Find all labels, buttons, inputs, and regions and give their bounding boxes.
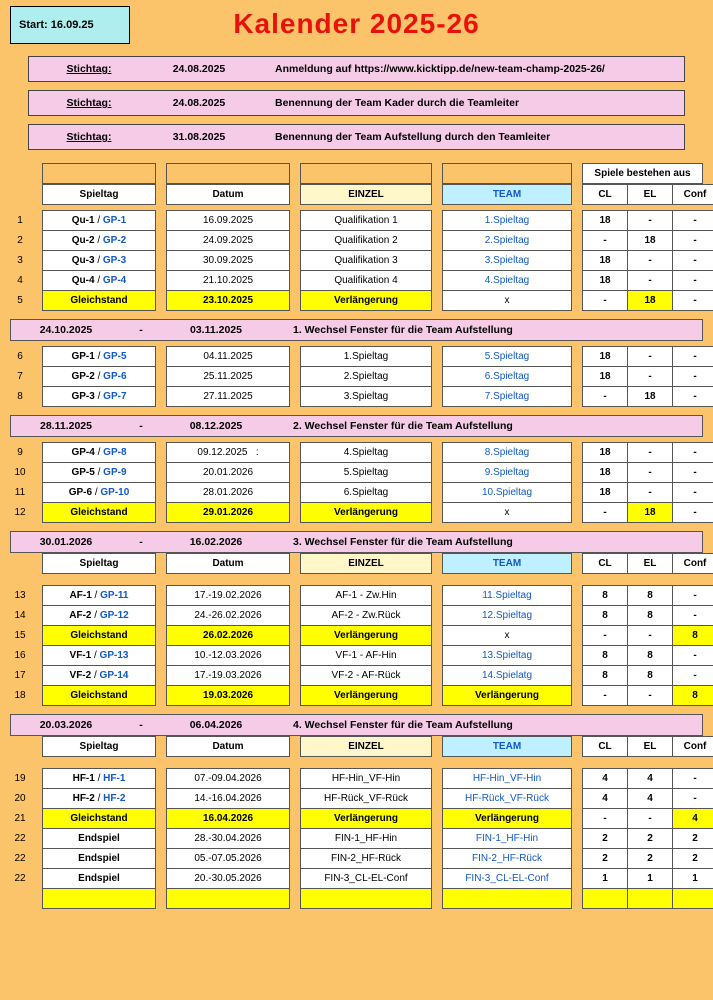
match-table-block3 [10,442,713,523]
cell-spieltag: Qu-1 / GP-1 [43,211,156,231]
cell-spieltag: Qu-2 / GP-2 [43,231,156,251]
cell-datum: 19.03.2026 [167,686,290,706]
cell-el: 8 [628,586,673,606]
cell-conf: - [673,231,713,251]
row-number: 18 [14,690,26,701]
cell-cl: 4 [583,789,628,809]
row-number: 15 [14,630,26,641]
cell-team: 5.Spieltag [443,347,572,367]
cell-spieltag: GP-5 / GP-9 [43,463,156,483]
cell-einzel: AF-1 - Zw.Hin [301,586,432,606]
band-date-start: 28.11.2025 [40,420,92,432]
stichtag-text: Benennung der Team Kader durch die Teamleiter [275,97,520,109]
stichtag-text: Benennung der Team Aufstellung durch den Teamleiter [275,131,551,143]
cell-el: 8 [628,646,673,666]
cell-el: 18 [628,291,673,311]
wechsel-fenster-band-2 [10,415,703,437]
cell-conf: - [673,347,713,367]
column-header-einzel: EINZEL [301,185,432,205]
cell-spieltag: GP-1 / GP-5 [43,347,156,367]
table-row-blank [10,889,713,909]
match-table-block5 [10,768,713,909]
cell-einzel: AF-2 - Zw.Rück [301,606,432,626]
cell-cl: 4 [583,769,628,789]
cell-einzel: VF-2 - AF-Rück [301,666,432,686]
cell-datum: 25.11.2025 [167,367,290,387]
cell-cl: 8 [583,606,628,626]
row-number: 4 [17,275,23,286]
row-number: 17 [14,670,26,681]
cell-el: - [628,463,673,483]
cell-cl: - [583,387,628,407]
table-row [10,367,713,387]
column-header-spieltag: Spieltag [43,737,156,757]
column-header-team: TEAM [443,737,572,757]
wechsel-fenster-band-4 [10,714,703,736]
cell-conf: 1 [673,869,713,889]
cell-conf: 2 [673,849,713,869]
cell-einzel: FIN-2_HF-Rück [301,849,432,869]
cell-conf: 2 [673,829,713,849]
cell-conf: - [673,367,713,387]
cell-spieltag: AF-1 / GP-11 [43,586,156,606]
cell-conf: 8 [673,626,713,646]
table-row [10,789,713,809]
cell-datum: 17.-19.03.2026 [167,666,290,686]
cell-cl: 2 [583,849,628,869]
cell-einzel [301,889,432,909]
column-header-einzel: EINZEL [301,554,432,574]
row-number: 11 [14,487,26,498]
cell-spieltag: GP-6 / GP-10 [43,483,156,503]
column-header-datum: Datum [167,554,290,574]
column-header-team: TEAM [443,185,572,205]
cell-conf: - [673,251,713,271]
cell-datum: 24.09.2025 [167,231,290,251]
cell-conf: 4 [673,809,713,829]
cell-team: 7.Spieltag [443,387,572,407]
cell-team: 4.Spieltag [443,271,572,291]
cell-conf: - [673,387,713,407]
cell-conf: 8 [673,686,713,706]
cell-cl: 18 [583,271,628,291]
column-header-datum: Datum [167,737,290,757]
cell-einzel: Verlängerung [301,686,432,706]
band-text: 4. Wechsel Fenster für die Team Aufstellung [293,719,513,731]
column-header-cl: CL [583,185,628,205]
cell-datum: 16.04.2026 [167,809,290,829]
column-header-el: EL [628,737,673,757]
row-number: 2 [17,235,23,246]
cell-conf: - [673,503,713,523]
cell-team: 10.Spieltag [443,483,572,503]
band-dash: - [139,324,143,336]
cell-conf: - [673,463,713,483]
table-row [10,463,713,483]
cell-conf: - [673,789,713,809]
row-number: 7 [17,371,23,382]
cell-conf: - [673,646,713,666]
cell-spieltag: GP-4 / GP-8 [43,443,156,463]
row-number: 6 [17,351,23,362]
cell-el: 4 [628,769,673,789]
match-table-block2 [10,346,713,407]
table-row [10,251,713,271]
row-number: 22 [14,873,26,884]
band-text: 2. Wechsel Fenster für die Team Aufstellung [293,420,513,432]
cell-team: 2.Spieltag [443,231,572,251]
cell-conf: - [673,291,713,311]
table-row [10,483,713,503]
cell-spieltag: VF-2 / GP-14 [43,666,156,686]
cell-cl: 18 [583,443,628,463]
band-dash: - [139,536,143,548]
cell-cl: - [583,503,628,523]
cell-team: 3.Spieltag [443,251,572,271]
start-date-label: Start: 16.09.25 [19,19,94,31]
page-title: Kalender 2025-26 [233,8,480,39]
column-header-einzel: EINZEL [301,737,432,757]
cell-spieltag: GP-2 / GP-6 [43,367,156,387]
band-date-end: 08.12.2025 [189,420,243,432]
cell-datum: 07.-09.04.2026 [167,769,290,789]
cell-einzel: Qualifikation 3 [301,251,432,271]
band-date-start: 30.01.2026 [39,536,93,548]
table-row [10,387,713,407]
cell-einzel: Verlängerung [301,291,432,311]
cell-einzel: HF-Rück_VF-Rück [301,789,432,809]
cell-einzel: 1.Spieltag [301,347,432,367]
row-number: 5 [17,295,23,306]
cell-spieltag: HF-2 / HF-2 [43,789,156,809]
stichtag-row [28,124,685,150]
table-row [10,271,713,291]
cell-conf: - [673,586,713,606]
cell-cl: 18 [583,483,628,503]
cell-datum [167,889,290,909]
cell-team [443,889,572,909]
cell-conf: - [673,666,713,686]
cell-team: 11.Spieltag [443,586,572,606]
column-header-conf: Conf [673,737,713,757]
cell-team: 1.Spieltag [443,211,572,231]
column-header-spieltag: Spieltag [43,185,156,205]
row-number: 8 [17,391,23,402]
cell-spieltag: Endspiel [43,829,156,849]
stichtag-list [10,56,703,150]
table-row [10,211,713,231]
stichtag-row [28,56,685,82]
stichtag-date: 24.08.2025 [172,63,226,75]
column-header-spieltag: Spieltag [43,554,156,574]
cell-conf: - [673,769,713,789]
cell-einzel: Qualifikation 2 [301,231,432,251]
table-row-gleichstand [10,291,713,311]
cell-spieltag [43,889,156,909]
table-row [10,443,713,463]
table-row [10,606,713,626]
table-row [10,869,713,889]
column-header-cl: CL [583,554,628,574]
cell-el: 8 [628,606,673,626]
cell-einzel: 6.Spieltag [301,483,432,503]
cell-cl: - [583,626,628,646]
table-row [10,586,713,606]
column-header-conf: Conf [673,554,713,574]
cell-cl: - [583,231,628,251]
cell-team: 14.Spielatg [443,666,572,686]
column-header-table-3 [10,736,713,757]
cell-team: x [443,503,572,523]
cell-einzel: Qualifikation 1 [301,211,432,231]
cell-el: 2 [628,849,673,869]
cell-el: 8 [628,666,673,686]
cell-datum: 14.-16.04.2026 [167,789,290,809]
stichtag-label: Stichtag: [66,63,112,75]
cell-conf [673,889,713,909]
cell-spieltag: Endspiel [43,869,156,889]
row-number: 13 [14,590,26,601]
cell-datum: 09.12.2025 : [167,443,290,463]
match-table-block1 [10,210,713,311]
cell-team: FIN-2_HF-Rück [443,849,572,869]
table-row-gleichstand [10,503,713,523]
cell-cl: 8 [583,646,628,666]
stichtag-row [28,90,685,116]
cell-team: 8.Spieltag [443,443,572,463]
cell-team: Verlängerung [443,809,572,829]
table-row-gleichstand [10,626,713,646]
cell-datum: 20.-30.05.2026 [167,869,290,889]
table-row [10,347,713,367]
cell-el: 4 [628,789,673,809]
cell-team: x [443,291,572,311]
cell-el: - [628,211,673,231]
cell-einzel: Qualifikation 4 [301,271,432,291]
cell-cl: 18 [583,463,628,483]
cell-datum: 04.11.2025 [167,347,290,367]
cell-team: HF-Rück_VF-Rück [443,789,572,809]
cell-team: FIN-3_CL-EL-Conf [443,869,572,889]
band-dash: - [139,719,143,731]
cell-team: 12.Spieltag [443,606,572,626]
stichtag-text: Anmeldung auf https://www.kicktipp.de/new-team-champ-2025-26/ [275,63,605,75]
cell-datum: 28.01.2026 [167,483,290,503]
cell-team: 13.Spieltag [443,646,572,666]
cell-team: Verlängerung [443,686,572,706]
cell-el: - [628,367,673,387]
table-row [10,666,713,686]
cell-el: 1 [628,869,673,889]
cell-team: FIN-1_HF-Hin [443,829,572,849]
stichtag-date: 24.08.2025 [172,97,226,109]
cell-datum: 16.09.2025 [167,211,290,231]
cell-cl: 8 [583,586,628,606]
cell-cl: - [583,686,628,706]
cell-einzel: 5.Spieltag [301,463,432,483]
column-header-conf: Conf [673,185,713,205]
cell-conf: - [673,606,713,626]
cell-datum: 26.02.2026 [167,626,290,646]
cell-einzel: FIN-3_CL-EL-Conf [301,869,432,889]
cell-einzel: Verlängerung [301,503,432,523]
row-number [10,889,32,909]
cell-conf: - [673,271,713,291]
stichtag-label: Stichtag: [66,131,112,143]
row-number: 16 [14,650,26,661]
column-header-table-2 [10,553,713,574]
cell-el: - [628,443,673,463]
column-header-el: EL [628,185,673,205]
cell-cl: 18 [583,211,628,231]
cell-conf: - [673,443,713,463]
cell-el: - [628,686,673,706]
row-number: 1 [17,215,23,226]
band-date-end: 03.11.2025 [190,324,242,336]
table-row-gleichstand [10,686,713,706]
cell-einzel: 4.Spieltag [301,443,432,463]
cell-datum: 29.01.2026 [167,503,290,523]
table-row-gleichstand [10,809,713,829]
spiele-bestehen-header-table [10,163,703,184]
cell-spieltag: Gleichstand [43,626,156,646]
cell-cl: 8 [583,666,628,686]
cell-el: - [628,251,673,271]
cell-el: - [628,626,673,646]
cell-cl: 18 [583,251,628,271]
row-number: 14 [14,610,26,621]
band-text: 3. Wechsel Fenster für die Team Aufstellung [293,536,513,548]
cell-conf: - [673,211,713,231]
cell-spieltag: Qu-3 / GP-3 [43,251,156,271]
cell-spieltag: Gleichstand [43,809,156,829]
band-dash: - [139,420,143,432]
column-header-datum: Datum [167,185,290,205]
column-header-el: EL [628,554,673,574]
cell-cl: - [583,291,628,311]
row-number: 21 [14,813,26,824]
cell-conf: - [673,483,713,503]
band-text: 1. Wechsel Fenster für die Team Aufstellung [293,324,513,336]
cell-spieltag: Endspiel [43,849,156,869]
cell-einzel: Verlängerung [301,809,432,829]
cell-el: - [628,347,673,367]
cell-datum: 10.-12.03.2026 [167,646,290,666]
table-row [10,849,713,869]
page-header [10,0,703,56]
cell-spieltag: Gleichstand [43,291,156,311]
cell-einzel: FIN-1_HF-Hin [301,829,432,849]
row-number: 19 [14,773,26,784]
row-number: 22 [14,833,26,844]
row-number: 22 [14,853,26,864]
cell-team: HF-Hin_VF-Hin [443,769,572,789]
cell-datum: 05.-07.05.2026 [167,849,290,869]
stichtag-label: Stichtag: [66,97,112,109]
cell-datum: 24.-26.02.2026 [167,606,290,626]
row-number: 9 [17,447,23,458]
cell-datum: 23.10.2025 [167,291,290,311]
cell-cl: - [583,809,628,829]
cell-cl: 2 [583,829,628,849]
table-row [10,829,713,849]
table-row [10,769,713,789]
cell-spieltag: Qu-4 / GP-4 [43,271,156,291]
cell-spieltag: VF-1 / GP-13 [43,646,156,666]
column-header-cl: CL [583,737,628,757]
cell-cl: 18 [583,367,628,387]
cell-datum: 27.11.2025 [167,387,290,407]
stichtag-date: 31.08.2025 [172,131,226,143]
row-number: 12 [14,507,26,518]
cell-spieltag: Gleichstand [43,686,156,706]
cell-team: 9.Spieltag [443,463,572,483]
cell-datum: 30.09.2025 [167,251,290,271]
cell-einzel: HF-Hin_VF-Hin [301,769,432,789]
row-number: 10 [14,467,26,478]
cell-cl [583,889,628,909]
row-number: 3 [17,255,23,266]
cell-team: 6.Spieltag [443,367,572,387]
column-header-table [10,184,713,205]
cell-datum: 21.10.2025 [167,271,290,291]
band-date-start: 24.10.2025 [39,324,93,336]
cell-el: 18 [628,231,673,251]
cell-el: 18 [628,503,673,523]
wechsel-fenster-band-3 [10,531,703,553]
wechsel-fenster-band-1 [10,319,703,341]
band-date-start: 20.03.2026 [39,719,93,731]
cell-el: 18 [628,387,673,407]
cell-datum: 20.01.2026 [167,463,290,483]
cell-cl: 18 [583,347,628,367]
match-table-block4 [10,585,713,706]
cell-team: x [443,626,572,646]
cell-el: - [628,809,673,829]
column-header-team: TEAM [443,554,572,574]
cell-cl: 1 [583,869,628,889]
band-date-end: 16.02.2026 [189,536,243,548]
band-date-end: 06.04.2026 [189,719,243,731]
cell-el: - [628,271,673,291]
cell-spieltag: Gleichstand [43,503,156,523]
cell-einzel: 3.Spieltag [301,387,432,407]
cell-einzel: 2.Spieltag [301,367,432,387]
cell-spieltag: HF-1 / HF-1 [43,769,156,789]
cell-datum: 17.-19.02.2026 [167,586,290,606]
spiele-bestehen-aus-label: Spiele bestehen aus [583,164,703,184]
row-number: 20 [14,793,26,804]
cell-spieltag: AF-2 / GP-12 [43,606,156,626]
cell-einzel: Verlängerung [301,626,432,646]
cell-el [628,889,673,909]
cell-einzel: VF-1 - AF-Hin [301,646,432,666]
table-row [10,646,713,666]
cell-spieltag: GP-3 / GP-7 [43,387,156,407]
cell-el: 2 [628,829,673,849]
cell-el: - [628,483,673,503]
cell-datum: 28.-30.04.2026 [167,829,290,849]
table-row [10,231,713,251]
